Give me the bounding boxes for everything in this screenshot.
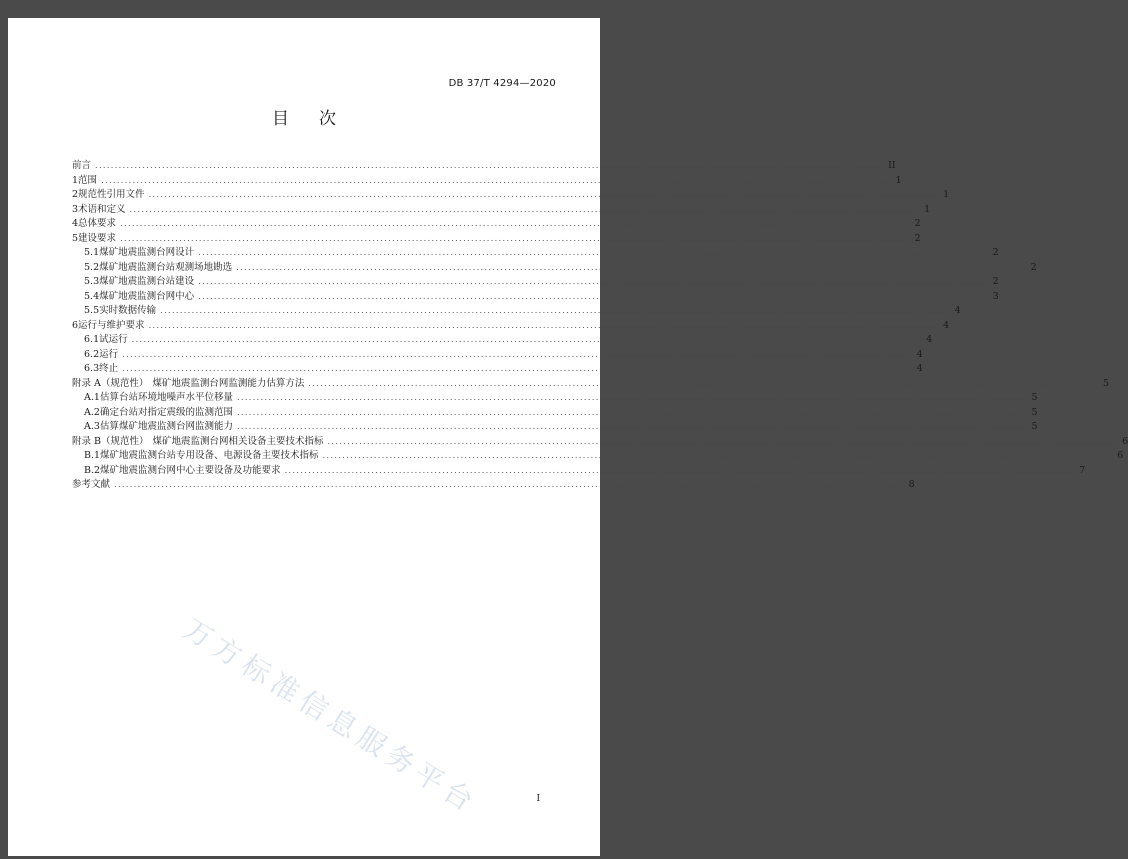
toc-leader-dots: ........................................................................................................................................................................................................: [236, 407, 1026, 417]
toc-entry[interactable]: [72, 275, 999, 290]
toc-entry-title: 运行: [99, 348, 119, 360]
toc-leader-dots: ........................................................................................................................................................................................................: [198, 248, 987, 257]
toc-entry-title: 实时数据传输: [99, 305, 157, 316]
toc-entry-page: 5: [1031, 421, 1038, 432]
toc-entry[interactable]: [72, 478, 915, 493]
toc-leader-dots: ........................................................................................................................................................................................................: [101, 175, 890, 185]
toc-entry-title: 终止: [99, 363, 119, 374]
toc-entry-title: 估算台站环境地噪声水平位移量: [99, 392, 233, 403]
toc-entry[interactable]: [72, 333, 933, 348]
toc-entry-page: 7: [1079, 464, 1086, 476]
toc-entry-page: 4: [943, 319, 950, 331]
toc-entry[interactable]: [72, 159, 896, 174]
toc-entry[interactable]: [72, 406, 1038, 421]
toc-entry-page: 3: [992, 290, 999, 302]
toc-entry-number: 1: [72, 174, 79, 186]
toc-entry-page: 1: [895, 174, 902, 186]
toc-entry-title: 确定台站对指定震级的监测范围: [99, 406, 233, 418]
toc-entry-number: 5.1: [84, 247, 100, 258]
toc-entry-page: 4: [916, 363, 923, 374]
toc-entry[interactable]: [72, 261, 1037, 276]
toc-entry-title: 建设要求: [78, 232, 117, 244]
toc-leader-dots: ........................................................................................................................................................................................................: [160, 306, 949, 315]
toc-entry-title: 参考文献: [72, 479, 111, 490]
toc-entry[interactable]: [72, 174, 902, 189]
toc-leader-dots: ........................................................................................................................................................................................................: [114, 480, 903, 489]
table-of-contents: [72, 159, 1128, 493]
toc-entry-number: 6.3: [84, 363, 100, 374]
toc-entry-number: A.3: [84, 421, 100, 432]
toc-entry-title: 煤矿地震监测台网中心: [99, 290, 195, 302]
toc-entry-page: 5: [1031, 406, 1038, 418]
toc-entry-page: 2: [914, 232, 921, 244]
toc-entry-number: 5: [72, 232, 79, 244]
toc-entry-number: 2: [72, 189, 79, 200]
toc-entry-title: 煤矿地震监测台站建设: [99, 276, 195, 287]
toc-entry-number: 5.3: [84, 276, 100, 287]
toc-leader-dots: ........................................................................................................................................................................................................: [236, 262, 1025, 272]
toc-entry-title: 煤矿地震监测台网监测能力估算方法: [152, 377, 305, 389]
toc-entry-title: 范围: [78, 174, 98, 186]
toc-entry-page: 6: [1122, 435, 1128, 447]
toc-entry-number: B.1: [84, 450, 101, 461]
toc-entry-page: 4: [916, 348, 923, 360]
toc-entry-page: 1: [943, 189, 950, 200]
toc-leader-dots: ........................................................................................................................................................................................................: [327, 436, 1117, 446]
toc-entry-number: 5.4: [84, 290, 100, 302]
document-page: [8, 18, 1128, 856]
toc-leader-dots: ........................................................................................................................................................................................................: [120, 233, 909, 243]
toc-entry-title: 总体要求: [78, 218, 117, 229]
toc-entry-title: 规范性引用文件: [78, 189, 145, 200]
toc-entry[interactable]: [72, 319, 950, 334]
page-title: 目次: [272, 109, 366, 129]
toc-entry[interactable]: [72, 304, 961, 319]
toc-leader-dots: ........................................................................................................................................................................................................: [120, 219, 909, 228]
toc-entry-page: 2: [992, 276, 999, 287]
toc-entry[interactable]: [72, 464, 1086, 479]
toc-entry-page: 5: [1031, 392, 1038, 403]
toc-entry-number: 4: [72, 218, 79, 229]
toc-leader-dots: ........................................................................................................................................................................................................: [198, 291, 987, 301]
toc-entry[interactable]: [72, 420, 1038, 435]
toc-entry-title: 前言: [72, 160, 92, 171]
toc-leader-dots: ........................................................................................................................................................................................................: [236, 393, 1026, 402]
toc-entry[interactable]: [72, 391, 1038, 406]
toc-leader-dots: ........................................................................................................................................................................................................: [122, 364, 911, 373]
footer-page-number: I: [536, 794, 540, 804]
toc-entry-number: A.1: [84, 392, 100, 403]
toc-entry[interactable]: [72, 362, 923, 377]
toc-leader-dots: ........................................................................................................................................................................................................: [308, 378, 1097, 388]
standard-code: DB 37/T 4294—2020: [448, 78, 556, 89]
toc-entry-title: 煤矿地震监测台网设计: [99, 247, 195, 258]
toc-entry[interactable]: [72, 348, 923, 363]
toc-entry-number: A.2: [84, 406, 100, 418]
toc-entry[interactable]: [72, 188, 950, 203]
toc-entry-page: 1: [924, 203, 931, 215]
toc-entry-page: 4: [926, 334, 933, 345]
toc-entry-number: 6: [72, 319, 79, 331]
toc-entry[interactable]: [72, 449, 1124, 464]
toc-leader-dots: ........................................................................................................................................................................................................: [148, 190, 938, 199]
toc-entry-number: 3: [72, 203, 79, 215]
toc-leader-dots: ........................................................................................................................................................................................................: [95, 161, 884, 170]
toc-entry-page: 4: [954, 305, 961, 316]
toc-leader-dots: ........................................................................................................................................................................................................: [198, 277, 987, 286]
toc-entry-title: 煤矿地震监测台网相关设备主要技术指标: [152, 435, 324, 447]
toc-entry[interactable]: [72, 290, 999, 305]
watermark: 万方标准信息服务平台: [177, 612, 484, 821]
toc-leader-dots: ........................................................................................................................................................................................................: [129, 204, 919, 214]
toc-entry-title: 煤矿地震监测台站观测场地勘选: [99, 261, 233, 273]
toc-entry[interactable]: [72, 246, 999, 261]
toc-leader-dots: ........................................................................................................................................................................................................: [131, 335, 921, 344]
toc-entry-number: 附录 B（规范性）: [72, 435, 149, 447]
toc-entry-number: 附录 A（规范性）: [72, 377, 149, 389]
toc-entry-number: 6.1: [84, 334, 100, 345]
toc-entry-page: 5: [1102, 377, 1109, 389]
toc-leader-dots: ........................................................................................................................................................................................................: [322, 451, 1112, 460]
toc-entry-page: 2: [1030, 261, 1037, 273]
toc-entry[interactable]: [72, 232, 921, 247]
toc-entry[interactable]: [72, 217, 921, 232]
toc-entry-title: 术语和定义: [78, 203, 126, 215]
toc-leader-dots: ........................................................................................................................................................................................................: [148, 320, 938, 330]
toc-entry-number: B.2: [84, 464, 101, 476]
toc-entry-title: 煤矿地震监测台网中心主要设备及功能要求: [100, 464, 281, 476]
toc-entry-title: 运行与维护要求: [78, 319, 145, 331]
toc-entry[interactable]: [72, 377, 1109, 392]
toc-entry-number: 6.2: [84, 348, 100, 360]
toc-entry[interactable]: [72, 435, 1128, 450]
toc-entry-number: 5.5: [84, 305, 100, 316]
toc-entry-title: 煤矿地震监测台站专用设备、电源设备主要技术指标: [100, 450, 319, 461]
toc-entry[interactable]: [72, 203, 931, 218]
toc-entry-page: 2: [914, 218, 921, 229]
toc-entry-number: 5.2: [84, 261, 100, 273]
toc-entry-page: 8: [908, 479, 915, 490]
toc-leader-dots: ........................................................................................................................................................................................................: [284, 465, 1074, 475]
toc-leader-dots: ........................................................................................................................................................................................................: [236, 422, 1026, 431]
toc-entry-page: II: [888, 160, 896, 171]
toc-entry-title: 试运行: [99, 334, 128, 345]
toc-leader-dots: ........................................................................................................................................................................................................: [122, 349, 911, 359]
toc-entry-page: 2: [992, 247, 999, 258]
toc-entry-title: 估算煤矿地震监测台网监测能力: [99, 421, 233, 432]
toc-entry-page: 6: [1117, 450, 1124, 461]
